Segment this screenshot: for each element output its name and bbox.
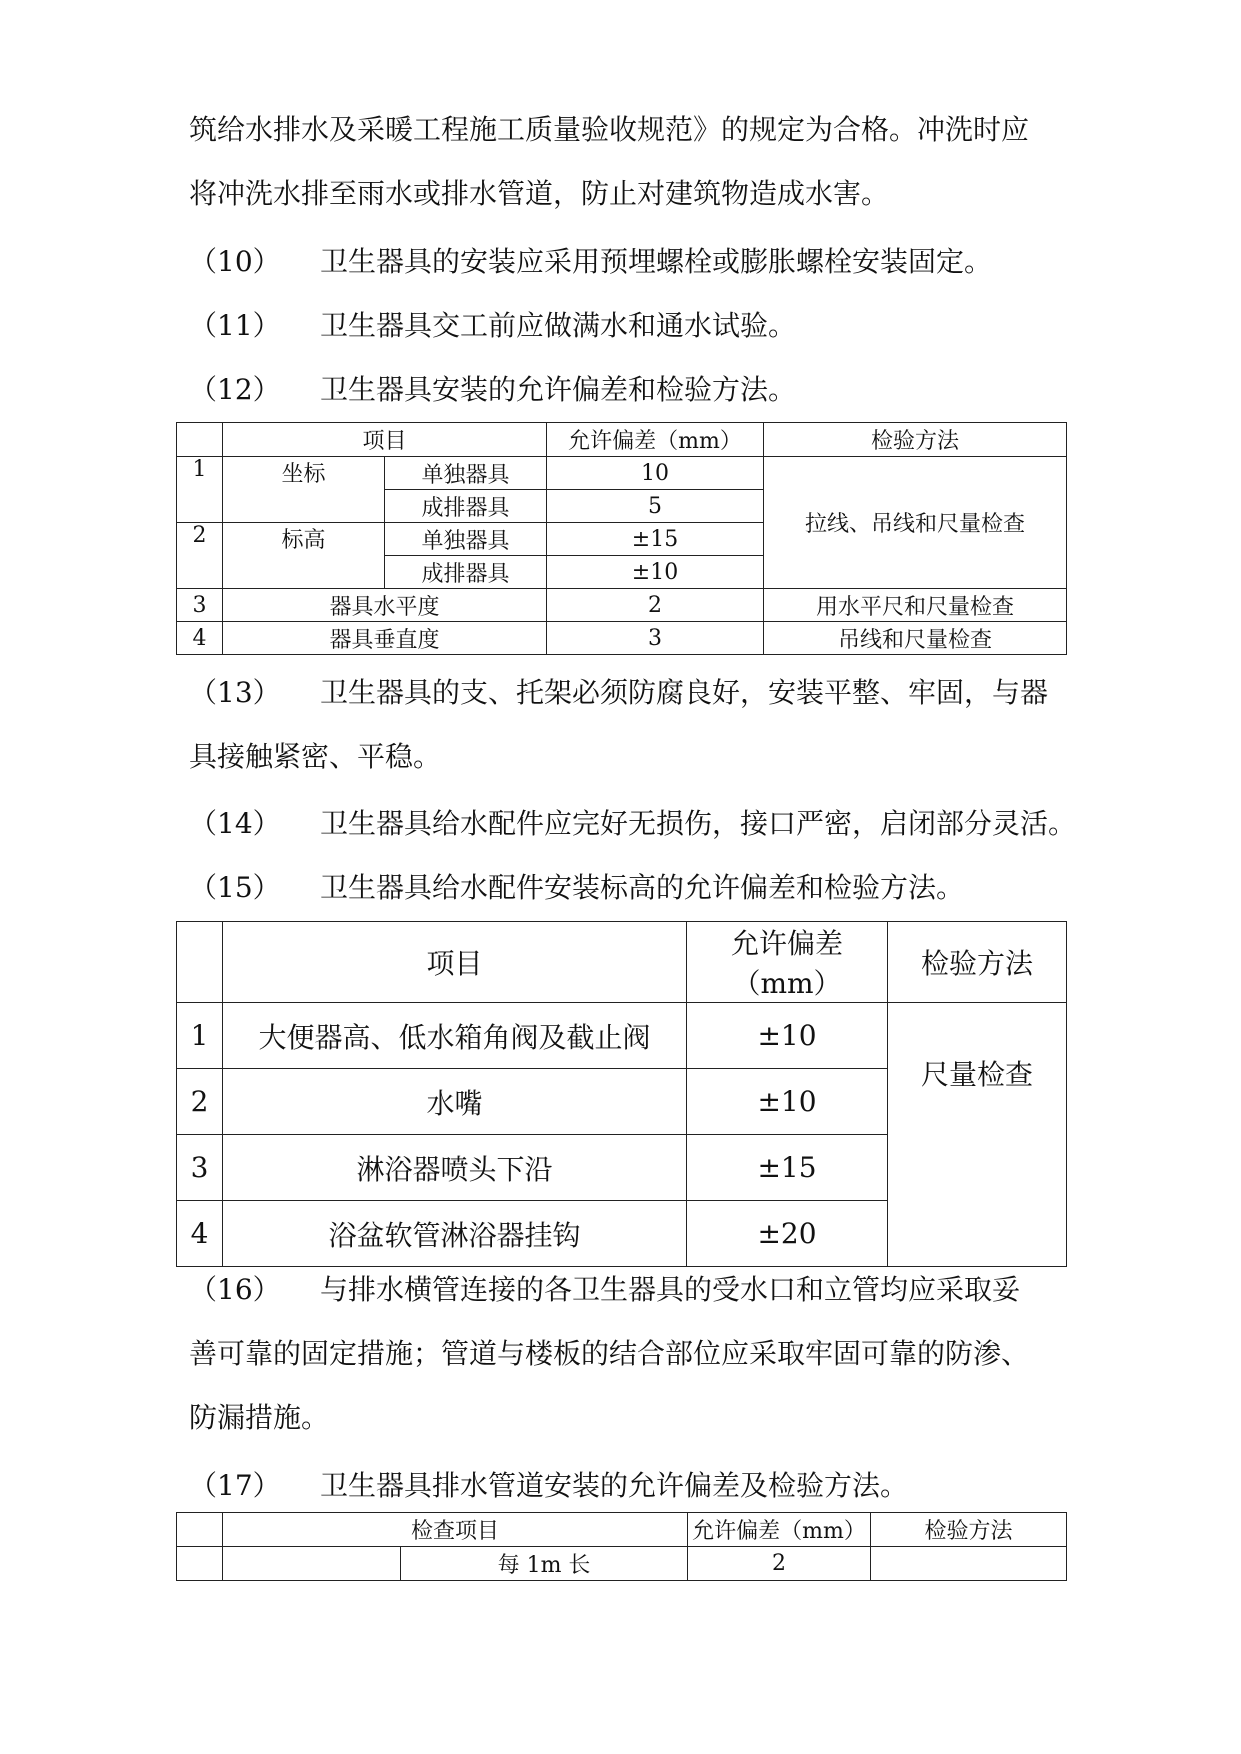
table-cell: 坐标 (223, 457, 385, 523)
item-text: 卫生器具安装的允许偏差和检验方法。 (320, 373, 797, 406)
item-text: 卫生器具给水配件应完好无损伤，接口严密，启闭部分灵活。 (320, 807, 1077, 840)
item-number: （11） (189, 309, 281, 342)
table-cell: 淋浴器喷头下沿 (223, 1135, 687, 1201)
table-header-cell: 项目 (223, 423, 547, 457)
item-number: （12） (189, 373, 281, 406)
table-header-cell: 检验方法 (888, 922, 1067, 1003)
table-cell: ±15 (547, 523, 764, 556)
item-text: 卫生器具的安装应采用预埋螺栓或膨胀螺栓安装固定。 (320, 245, 993, 278)
table-cell: ±15 (687, 1135, 888, 1201)
table-cell: 大便器高、低水箱角阀及截止阀 (223, 1003, 687, 1069)
item-number: （16） (189, 1273, 281, 1306)
table-header-cell: 允许偏差（mm） (687, 922, 888, 1003)
table-cell: 3 (177, 589, 223, 622)
text-line: 具接触紧密、平稳。 (189, 740, 442, 773)
table-cell-method-merged: 尺量检查 (888, 1003, 1067, 1267)
table-header-cell: 允许偏差（mm） (688, 1513, 871, 1547)
text-line: 将冲洗水排至雨水或排水管道，防止对建筑物造成水害。 (189, 177, 890, 210)
table-header-row (177, 1513, 1067, 1547)
paragraph-11 (189, 306, 796, 346)
item-text: 与排水横管连接的各卫生器具的受水口和立管均应采取妥 (320, 1273, 1021, 1306)
table-cell: 成排器具 (385, 490, 547, 523)
paragraph-16 (189, 1270, 1020, 1310)
table-cell: ±20 (687, 1201, 888, 1267)
table-cell: ±10 (687, 1003, 888, 1069)
paragraph-15 (189, 868, 964, 908)
table-header-cell: 检验方法 (871, 1513, 1067, 1547)
item-number: （13） (189, 676, 281, 709)
table-cell: 每 1m 长 (401, 1547, 688, 1581)
table-cell (871, 1547, 1067, 1581)
table-cell: 成排器具 (385, 556, 547, 589)
table-cell: 标高 (223, 523, 385, 589)
item-number: （14） (189, 807, 281, 840)
table-cell: ±10 (547, 556, 764, 589)
table-cell: 4 (177, 1201, 223, 1267)
table-row (177, 622, 1067, 655)
table-cell (223, 1547, 401, 1581)
table-cell: 2 (177, 523, 223, 589)
table-cell: 单独器具 (385, 523, 547, 556)
tolerance-table-sanitary-fixtures (176, 422, 1067, 655)
table-cell: 3 (177, 1135, 223, 1201)
item-text: 卫生器具交工前应做满水和通水试验。 (320, 309, 797, 342)
paragraph-13 (189, 673, 1048, 713)
table-cell: 器具垂直度 (223, 622, 547, 655)
table-header-cell: 检验方法 (764, 423, 1067, 457)
item-text: 卫生器具给水配件安装标高的允许偏差和检验方法。 (320, 871, 965, 904)
table-header-row (177, 423, 1067, 457)
table-cell: 5 (547, 490, 764, 523)
paragraph-17 (189, 1466, 908, 1506)
paragraph-12 (189, 370, 796, 410)
table-cell: 10 (547, 457, 764, 490)
table-row (177, 589, 1067, 622)
table-row (177, 1547, 1067, 1581)
table-cell (177, 1547, 223, 1581)
table-row (177, 1003, 1067, 1069)
table-cell: 4 (177, 622, 223, 655)
item-number: （15） (189, 871, 281, 904)
tolerance-table-drain-pipes (176, 1512, 1067, 1581)
table-cell: 3 (547, 622, 764, 655)
item-number: （17） (189, 1469, 281, 1502)
table-cell (177, 1513, 223, 1547)
item-number: （10） (189, 245, 281, 278)
table-cell-method-merged: 拉线、吊线和尺量检查 (764, 457, 1067, 589)
item-text: 卫生器具排水管道安装的允许偏差及检验方法。 (320, 1469, 909, 1502)
table-cell: 吊线和尺量检查 (764, 622, 1067, 655)
table-cell: 1 (177, 1003, 223, 1069)
text-line: 善可靠的固定措施；管道与楼板的结合部位应采取牢固可靠的防渗、 (189, 1337, 1030, 1370)
text-line: 防漏措施。 (189, 1401, 330, 1434)
table-cell: 浴盆软管淋浴器挂钩 (223, 1201, 687, 1267)
table-cell: 1 (177, 457, 223, 523)
item-text: 卫生器具的支、托架必须防腐良好，安装平整、牢固，与器 (320, 676, 1049, 709)
table-cell: 2 (177, 1069, 223, 1135)
paragraph-10 (189, 242, 992, 282)
text-line: 筑给水排水及采暖工程施工质量验收规范》的规定为合格。冲洗时应 (189, 113, 1030, 146)
table-header-cell: 项目 (223, 922, 687, 1003)
table-cell: 2 (547, 589, 764, 622)
table-cell: 2 (688, 1547, 871, 1581)
table-cell: ±10 (687, 1069, 888, 1135)
table-cell (177, 922, 223, 1003)
table-cell: 器具水平度 (223, 589, 547, 622)
table-header-row (177, 922, 1067, 1003)
table-header-cell: 允许偏差（mm） (547, 423, 764, 457)
table-cell: 单独器具 (385, 457, 547, 490)
table-cell (177, 423, 223, 457)
table-cell: 用水平尺和尺量检查 (764, 589, 1067, 622)
table-cell: 水嘴 (223, 1069, 687, 1135)
table-row (177, 457, 1067, 490)
tolerance-table-water-fittings (176, 921, 1067, 1267)
table-header-cell: 检查项目 (223, 1513, 688, 1547)
paragraph-14 (189, 804, 1076, 844)
